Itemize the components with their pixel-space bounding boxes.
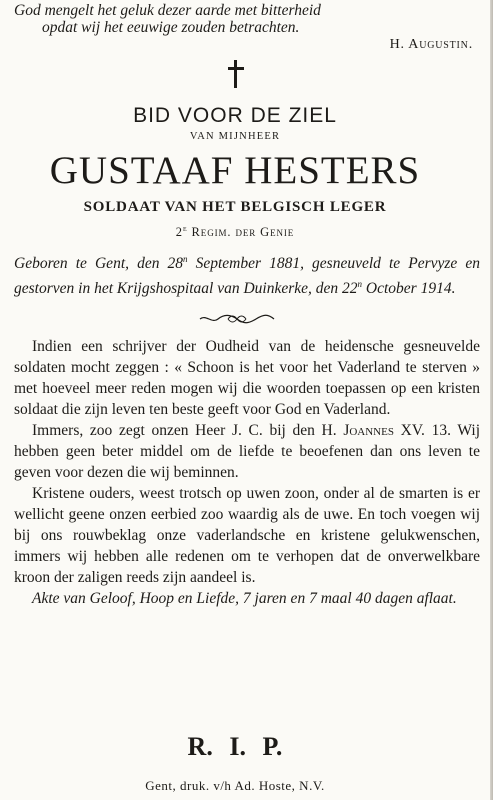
rip-text: R. I. P. xyxy=(187,732,283,761)
tribute-text xyxy=(14,336,480,609)
soldier-title: SOLDAAT VAN HET BELGISCH LEGER xyxy=(83,199,387,215)
regiment-superscript: e xyxy=(182,224,188,233)
regiment-text: Regim. der Genie xyxy=(187,225,295,240)
van-mijnheer-label: VAN MIJNHEER xyxy=(189,131,281,142)
indulgence-text: Akte van Geloof, Hoop en Liefde, 7 jaren en 7 maal 40 dagen aflaat. xyxy=(32,590,457,607)
paragraph-2-saint-name: Joannes xyxy=(343,422,394,439)
motto-line-1: God mengelt het geluk dezer aarde met bitterheid xyxy=(14,2,321,19)
motto-line-2: opdat wij het eeuwige zouden betrachten. xyxy=(42,19,300,36)
motto-quote xyxy=(14,2,484,36)
deceased-name: GUSTAAF HESTERS xyxy=(49,149,421,192)
paragraph-2-text-a: Immers, zoo zegt onzen Heer J. C. bij den H. xyxy=(32,422,344,439)
paragraph-2 xyxy=(14,420,480,483)
paragraph-1: Indien een schrijver der Oudheid van de heidensche gesneuvelde soldaten mocht zeggen : « Schoon is het voor het Vaderland te sterven » met hoeveel meer reden mogen wij die woorden toepassen op een kristen soldaat die zijn leven ten beste geeft voor God en Vaderland. xyxy=(14,338,480,418)
bio-text-3: October 1914. xyxy=(362,280,456,298)
regiment-line xyxy=(0,224,470,240)
scroll-flourish-icon xyxy=(198,312,276,326)
biography-paragraph xyxy=(14,249,480,299)
regiment-number: 2 xyxy=(175,225,183,240)
bio-superscript-2: n xyxy=(357,279,363,290)
motto-author: H. Augustin. xyxy=(389,37,473,52)
bio-superscript-1: n xyxy=(183,254,188,264)
bio-text-2: September 1881, gesneuveld te Pervyze en gestorven in het Krijgshospitaal van Duinkerke, den 22 xyxy=(14,255,480,298)
paragraph-3: Kristene ouders, weest trotsch op uwen zoon, onder al de smarten is er wellicht geene onzen eerbied zoo waardig als de uwe. En toch voegen wij bij ons rouwbeklag onze vaderlandsche en kristene gelukwenschen, immers wij hebben alle redenen om te verhopen dat de onverwelkbare kroon der zaligen reeds zijn aandeel is. xyxy=(14,485,480,586)
bio-text-1: Geboren te Gent, den 28 xyxy=(14,255,184,273)
paragraph-2-text-c: XV. 13. Wij hebben geen beter middel om de liefde te beoefenen dan ons leven te geven voor dezen die wij beminnen. xyxy=(14,422,480,481)
printer-credit: Gent, druk. v/h Ad. Hoste, N.V. xyxy=(145,778,325,793)
cross-icon xyxy=(228,60,244,88)
pray-title: BID VOOR DE ZIEL xyxy=(133,104,337,127)
